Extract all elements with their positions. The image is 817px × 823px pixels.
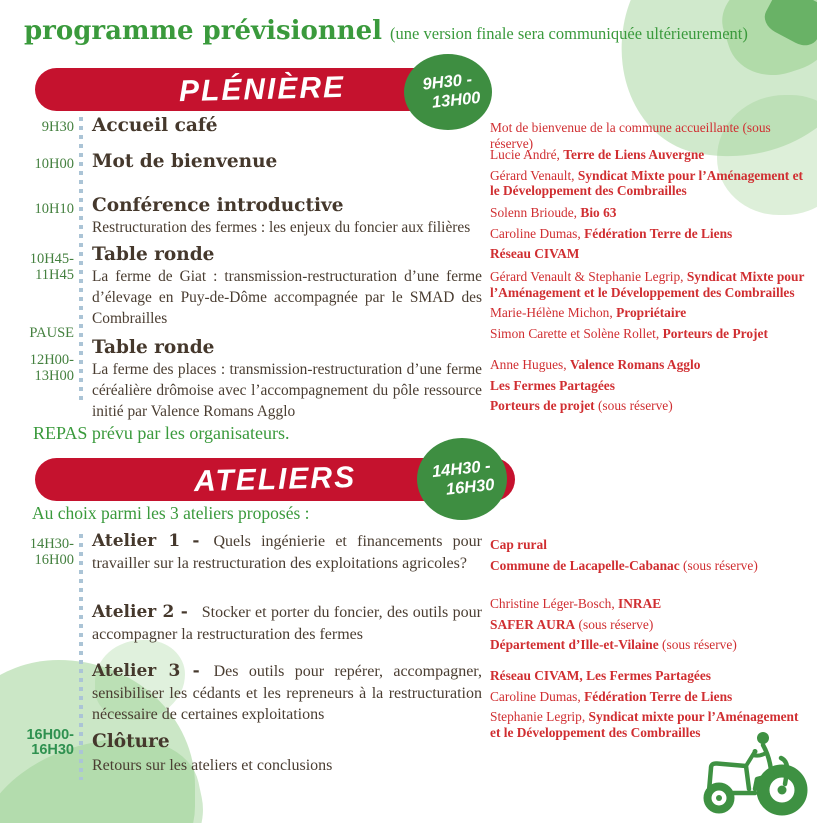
- session-description: Retours sur les ateliers et conclusions: [92, 757, 333, 774]
- time-label: 10H10: [34, 201, 74, 217]
- speaker-line: Réseau CIVAM: [490, 246, 580, 261]
- session-title: Table ronde: [92, 337, 215, 358]
- workshops-time-badge-text: 14H30 - 16H30: [430, 457, 496, 499]
- plenary-time-badge-text: 9H30 - 13H00: [421, 70, 482, 112]
- session-description: La ferme de Giat : transmission-restructuration d’une ferme d’élevage en Puy-de-Dôme accompagnée par le SMAD des Combrailles: [92, 268, 482, 327]
- speaker-line: Réseau CIVAM, Les Fermes Partagées: [490, 668, 712, 683]
- speaker-line: Christine Léger-Bosch, INRAE: [490, 596, 662, 611]
- speaker-line: Commune de Lacapelle-Cabanac (sous réserve): [490, 557, 758, 573]
- session-title: Table ronde: [92, 244, 215, 265]
- speaker-block-atelier2: [490, 596, 808, 658]
- session-description: La ferme des places : transmission-restructuration d’une ferme céréalière drômoise avec l’accompagnement du pôle ressource initié par Valence Romans Agglo: [92, 361, 482, 420]
- workshops-banner-label: ATELIERS: [193, 460, 357, 498]
- speaker-block-table2: [490, 357, 808, 419]
- tractor-icon: [693, 726, 811, 821]
- speaker-line: Solenn Brioude, Bio 63: [490, 205, 617, 220]
- time-label: 12H00- 13H00: [29, 352, 74, 384]
- speaker-line: Stephanie Legrip, Syndicat mixte pour l’Aménagement et le Développement des Combrailles: [490, 709, 799, 740]
- speaker-line: SAFER AURA (sous réserve): [490, 616, 654, 632]
- speaker-line: Gérard Venault, Syndicat Mixte pour l’Aménagement et le Développement des Combrailles: [490, 167, 804, 198]
- speaker-line: Les Fermes Partagées: [490, 377, 615, 393]
- speaker-block-welcome-names: [490, 147, 808, 204]
- speaker-block-table1: [490, 269, 808, 346]
- session-title: Mot de bienvenue: [92, 151, 278, 172]
- speaker-line: Département d’Ille-et-Vilaine (sous réserve): [490, 637, 737, 652]
- session-title: Accueil café: [92, 115, 218, 136]
- page-header: [24, 16, 748, 46]
- time-label: 14H30- 16H00: [29, 536, 74, 568]
- speaker-line: Anne Hugues, Valence Romans Agglo: [490, 357, 701, 372]
- speaker-line: Mot de bienvenue de la commune accueillante (sous réserve): [490, 120, 771, 151]
- speaker-line: Marie-Hélène Michon, Propriétaire: [490, 305, 687, 320]
- speaker-line: Caroline Dumas, Fédération Terre de Liens: [490, 225, 733, 241]
- session-description: Restructuration des fermes : les enjeux du foncier aux filières: [92, 219, 471, 236]
- plenary-timeline-dashes: [79, 117, 83, 405]
- plenary-banner-label: PLÉNIÈRE: [179, 70, 346, 108]
- time-label: 10H00: [34, 156, 74, 172]
- closing-time-label: 16H00- 16H30: [26, 727, 74, 758]
- speaker-block-conference: [490, 205, 808, 267]
- session-title: Conférence introductive: [92, 195, 344, 216]
- time-label: 9H30: [41, 119, 74, 135]
- session-title: Clôture: [92, 731, 170, 752]
- speaker-line: Caroline Dumas, Fédération Terre de Liens: [490, 688, 733, 704]
- speaker-line: Porteurs de projet (sous réserve): [490, 398, 673, 413]
- speaker-line: Cap rural: [490, 537, 547, 552]
- page-title: programme prévisionnel: [24, 16, 383, 46]
- workshop-item-2: Atelier 2 - Stocker et porter du foncier, des outils pour accompagner la restructuration des fermes: [92, 602, 482, 643]
- workshops-time-badge: [417, 438, 507, 520]
- speaker-line: Lucie André, Terre de Liens Auvergne: [490, 147, 705, 162]
- workshop-item-1: Atelier 1 - Quels ingénierie et financements pour travailler sur la restructuration des exploitations agricoles?: [92, 531, 482, 572]
- workshops-timeline-dashes: [79, 534, 83, 780]
- workshops-intro: Au choix parmi les 3 ateliers proposés :: [32, 503, 310, 523]
- workshop-item-3: Atelier 3 - Des outils pour repérer, accompagner, sensibiliser les cédants et les repreneurs à la restructuration nécessaire de certaines exploitations: [92, 661, 482, 723]
- meal-note: REPAS prévu par les organisateurs.: [33, 423, 290, 443]
- speaker-line: Gérard Venault & Stephanie Legrip, Syndicat Mixte pour l’Aménagement et le Développement des Combrailles: [490, 269, 805, 300]
- speaker-block-atelier1: [490, 537, 808, 578]
- time-label: 10H45- 11H45: [29, 251, 74, 283]
- speaker-line: Simon Carette et Solène Rollet, Porteurs de Projet: [490, 325, 768, 341]
- plenary-time-badge: [404, 54, 492, 130]
- page-subtitle: (une version finale sera communiquée ultérieurement): [390, 24, 748, 43]
- pause-label: PAUSE: [29, 325, 74, 341]
